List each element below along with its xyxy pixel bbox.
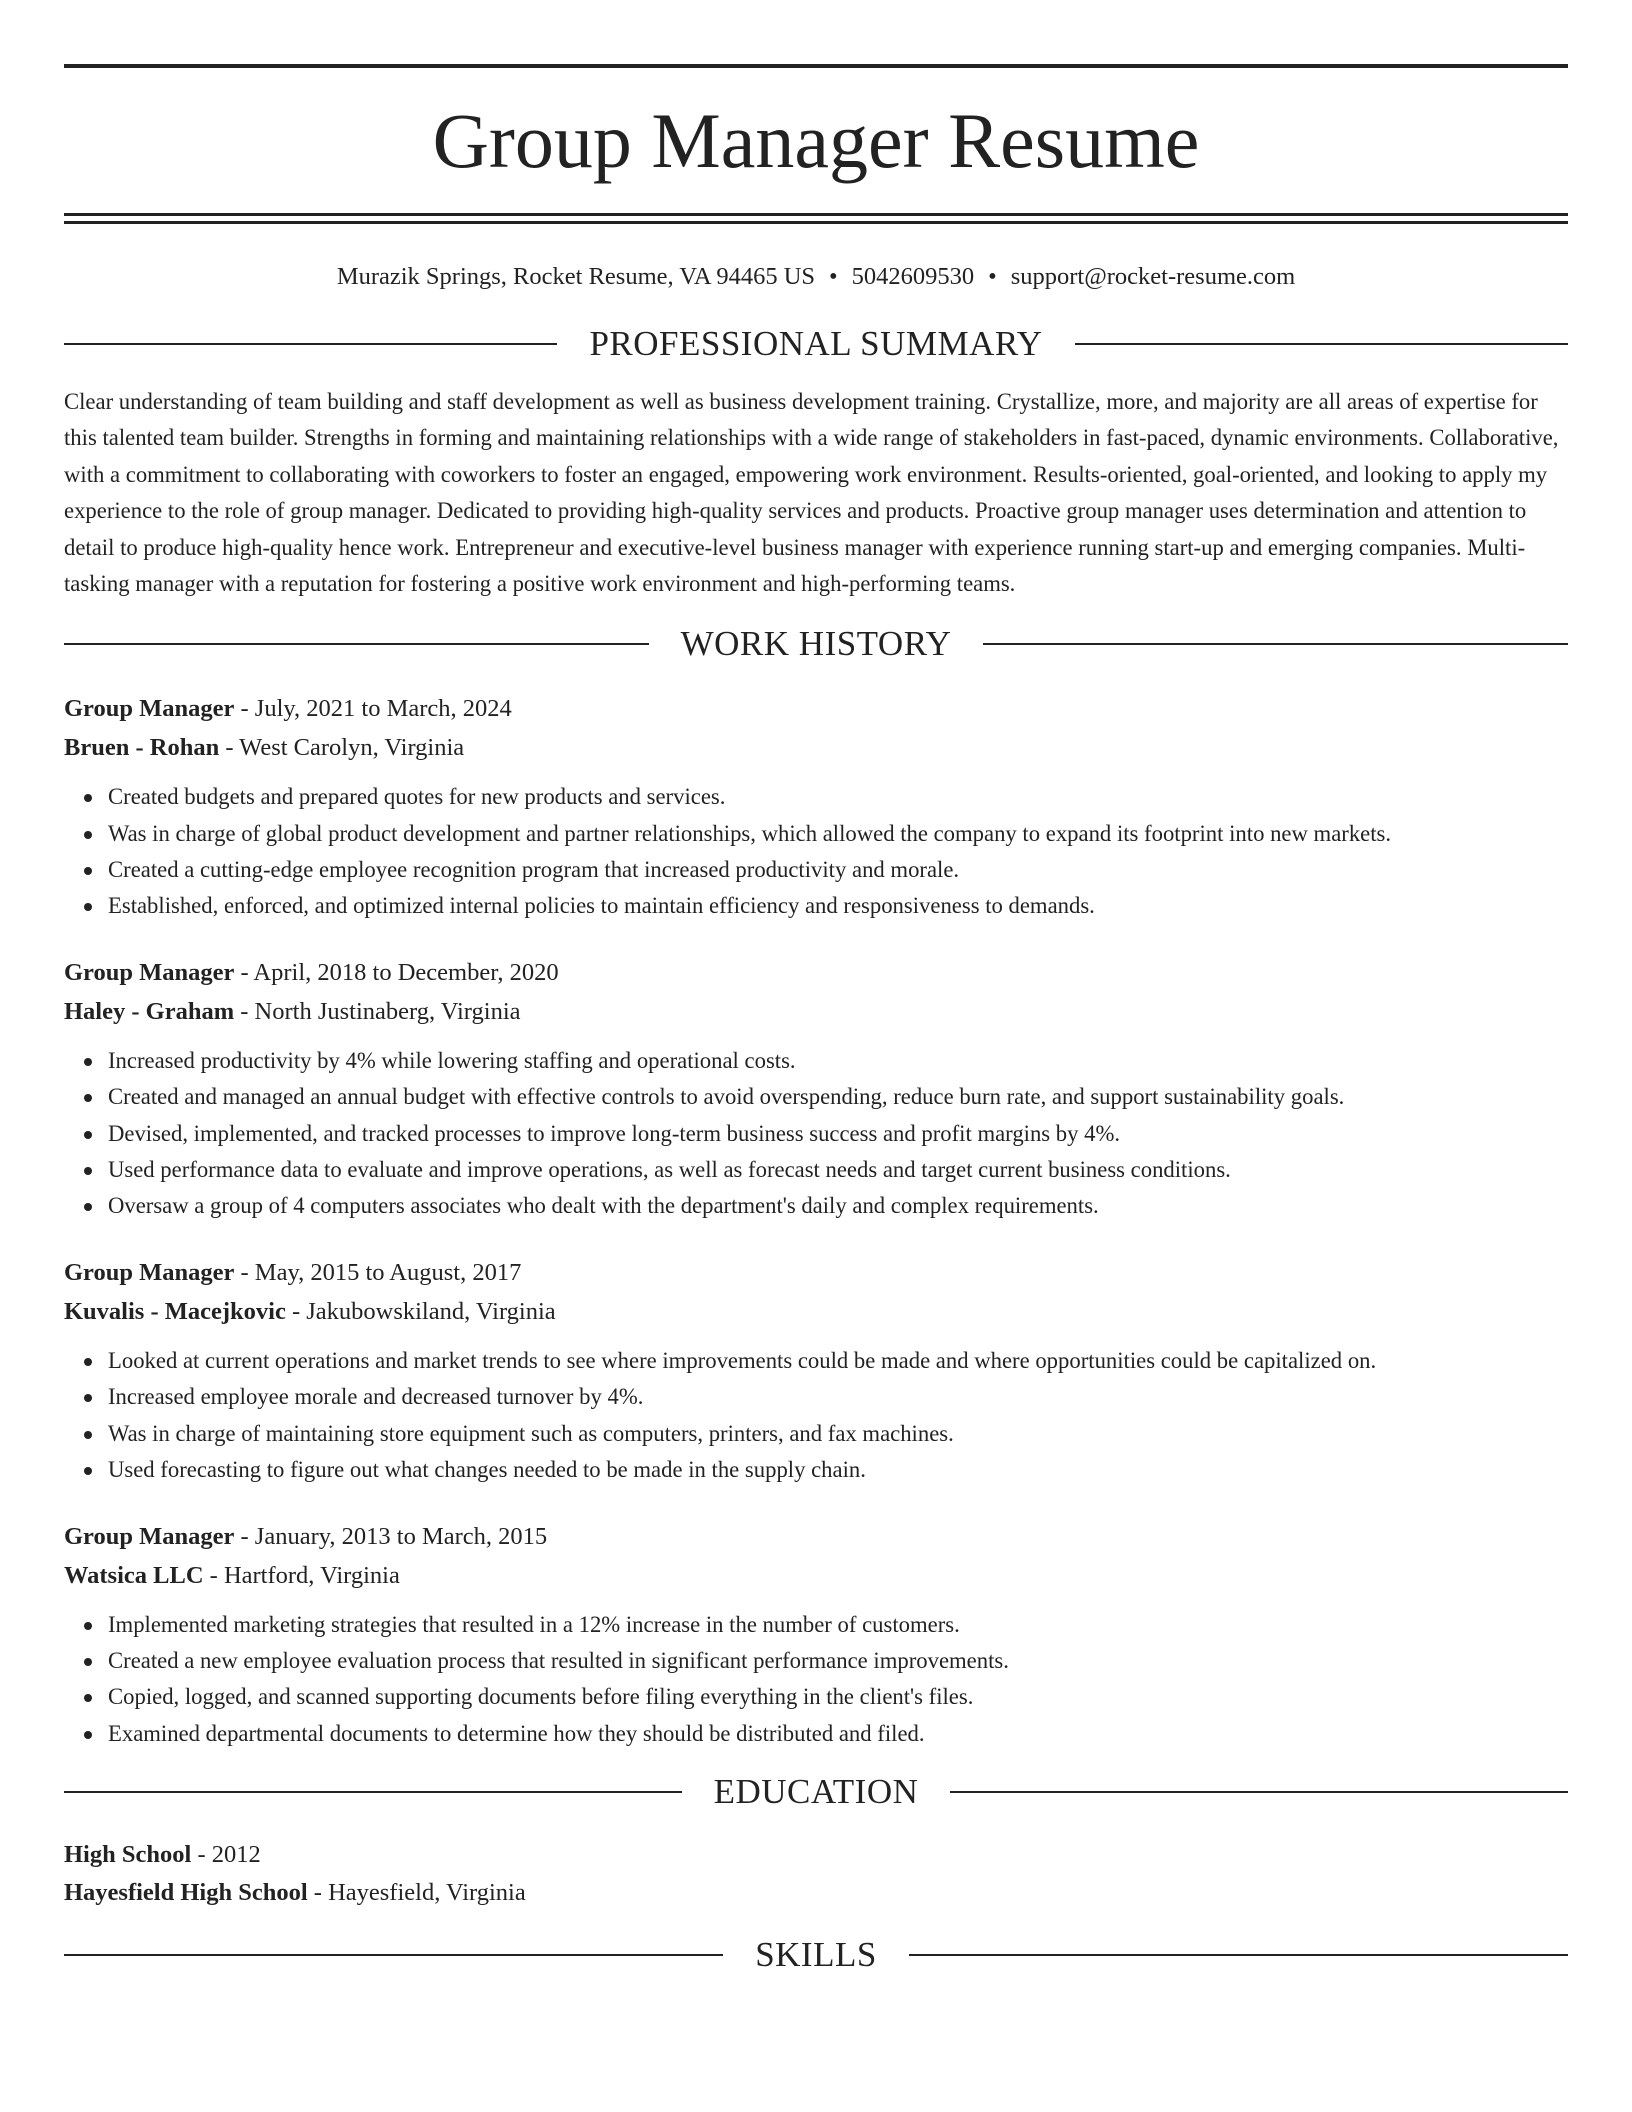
title-double-rule	[64, 213, 1568, 224]
skills-heading: SKILLS	[755, 1934, 877, 1974]
heading-rule-left	[64, 343, 557, 345]
job-entry	[64, 1518, 1568, 1752]
list-item: Examined departmental documents to determine how they should be distributed and filed.	[108, 1716, 1568, 1752]
job-company: Watsica LLC	[64, 1561, 204, 1589]
job-title: Group Manager	[64, 695, 235, 723]
list-item: Implemented marketing strategies that resulted in a 12% increase in the number of customers.	[108, 1607, 1568, 1643]
list-item: Used forecasting to figure out what changes needed to be made in the supply chain.	[108, 1452, 1568, 1488]
summary-heading: PROFESSIONAL SUMMARY	[589, 324, 1043, 363]
summary-text: Clear understanding of team building and staff development as well as business development training. Crystallize, more, and majority are all areas of expertise for this talented team builder. Strengths in forming and maintaining relationships with a wide range of stakeholders in fast-paced, dynamic environments. Collaborative, with a commitment to collaborating with coworkers to foster an engaged, empowering work environment. Results-oriented, goal-oriented, and looking to apply my experience to the role of group manager. Dedicated to providing high-quality services and products. Proactive group manager uses determination and attention to detail to produce high-quality hence work. Entrepreneur and executive-level business manager with experience running start-up and emerging companies. Multi-tasking manager with a reputation for fostering a positive work environment and high-performing teams.	[64, 389, 1559, 597]
job-bullets	[64, 1343, 1568, 1488]
job-company-line	[64, 993, 1568, 1032]
job-entry	[64, 1254, 1568, 1488]
heading-rule-right	[909, 1954, 1568, 1956]
list-item: Oversaw a group of 4 computers associates who dealt with the department's daily and complex requirements.	[108, 1188, 1568, 1224]
work-heading: WORK HISTORY	[680, 624, 952, 664]
heading-rule-right	[1075, 343, 1568, 345]
job-company: Bruen - Rohan	[64, 733, 220, 761]
contact-line	[64, 260, 1568, 294]
job-title-line	[64, 690, 1568, 729]
contact-separator: •	[988, 263, 997, 290]
list-item: Created and managed an annual budget with effective controls to avoid overspending, reduce burn rate, and support sustainability goals.	[108, 1079, 1568, 1115]
job-location: - West Carolyn, Virginia	[219, 733, 465, 761]
education-year: - 2012	[191, 1840, 261, 1868]
list-item: Created budgets and prepared quotes for new products and services.	[108, 779, 1568, 815]
list-item: Created a new employee evaluation process that resulted in significant performance improvements.	[108, 1643, 1568, 1679]
list-item: Devised, implemented, and tracked processes to improve long-term business success and profit margins by 4%.	[108, 1116, 1568, 1152]
job-location: - Hartford, Virginia	[203, 1561, 400, 1589]
list-item: Copied, logged, and scanned supporting documents before filing everything in the client's files.	[108, 1679, 1568, 1715]
list-item: Increased employee morale and decreased turnover by 4%.	[108, 1379, 1568, 1415]
job-company-line	[64, 1293, 1568, 1332]
job-entry	[64, 690, 1568, 924]
heading-rule-right	[950, 1791, 1568, 1793]
education-section-heading	[64, 1772, 1568, 1812]
list-item: Established, enforced, and optimized internal policies to maintain efficiency and responsiveness to demands.	[108, 888, 1568, 924]
job-title-line	[64, 954, 1568, 993]
education-degree-line	[64, 1836, 1568, 1875]
job-bullets	[64, 1043, 1568, 1224]
contact-address: Murazik Springs, Rocket Resume, VA 94465 US	[336, 263, 816, 290]
list-item: Looked at current operations and market trends to see where improvements could be made and where opportunities could be capitalized on.	[108, 1343, 1568, 1379]
list-item: Created a cutting-edge employee recognition program that increased productivity and morale.	[108, 852, 1568, 888]
job-location: - North Justinaberg, Virginia	[234, 997, 521, 1025]
job-title: Group Manager	[64, 959, 235, 987]
job-title-line	[64, 1518, 1568, 1557]
resume-page	[64, 0, 1568, 1975]
contact-separator: •	[829, 263, 838, 290]
list-item: Was in charge of maintaining store equipment such as computers, printers, and fax machines.	[108, 1416, 1568, 1452]
job-title-line	[64, 1254, 1568, 1293]
education-location: - Hayesfield, Virginia	[307, 1879, 526, 1907]
heading-rule-left	[64, 1791, 682, 1793]
job-entry	[64, 954, 1568, 1224]
work-section-heading	[64, 624, 1568, 664]
summary-section-heading	[64, 324, 1568, 364]
job-bullets	[64, 779, 1568, 924]
heading-rule-left	[64, 1954, 723, 1956]
education-entry	[64, 1836, 1568, 1913]
job-title: Group Manager	[64, 1259, 235, 1287]
skills-section-heading	[64, 1935, 1568, 1975]
education-school-line	[64, 1874, 1568, 1913]
job-dates: - April, 2018 to December, 2020	[234, 959, 559, 987]
job-location: - Jakubowskiland, Virginia	[285, 1297, 556, 1325]
heading-rule-left	[64, 643, 649, 645]
contact-phone: 5042609530	[851, 263, 975, 290]
contact-email: support@rocket-resume.com	[1010, 263, 1296, 290]
list-item: Used performance data to evaluate and improve operations, as well as forecast needs and target current business conditions.	[108, 1152, 1568, 1188]
education-degree: High School	[64, 1840, 192, 1868]
heading-rule-right	[983, 643, 1568, 645]
job-company-line	[64, 729, 1568, 768]
job-company: Haley - Graham	[64, 997, 235, 1025]
job-dates: - May, 2015 to August, 2017	[234, 1259, 522, 1287]
job-dates: - July, 2021 to March, 2024	[234, 695, 512, 723]
job-title: Group Manager	[64, 1523, 235, 1551]
resume-title: Group Manager Resume	[432, 97, 1200, 184]
list-item: Increased productivity by 4% while lowering staffing and operational costs.	[108, 1043, 1568, 1079]
job-dates: - January, 2013 to March, 2015	[234, 1523, 548, 1551]
job-company: Kuvalis - Macejkovic	[64, 1297, 286, 1325]
job-company-line	[64, 1557, 1568, 1596]
education-school: Hayesfield High School	[64, 1879, 308, 1907]
education-heading: EDUCATION	[713, 1771, 919, 1811]
job-bullets	[64, 1607, 1568, 1752]
list-item: Was in charge of global product development and partner relationships, which allowed the company to expand its footprint into new markets.	[108, 816, 1568, 852]
